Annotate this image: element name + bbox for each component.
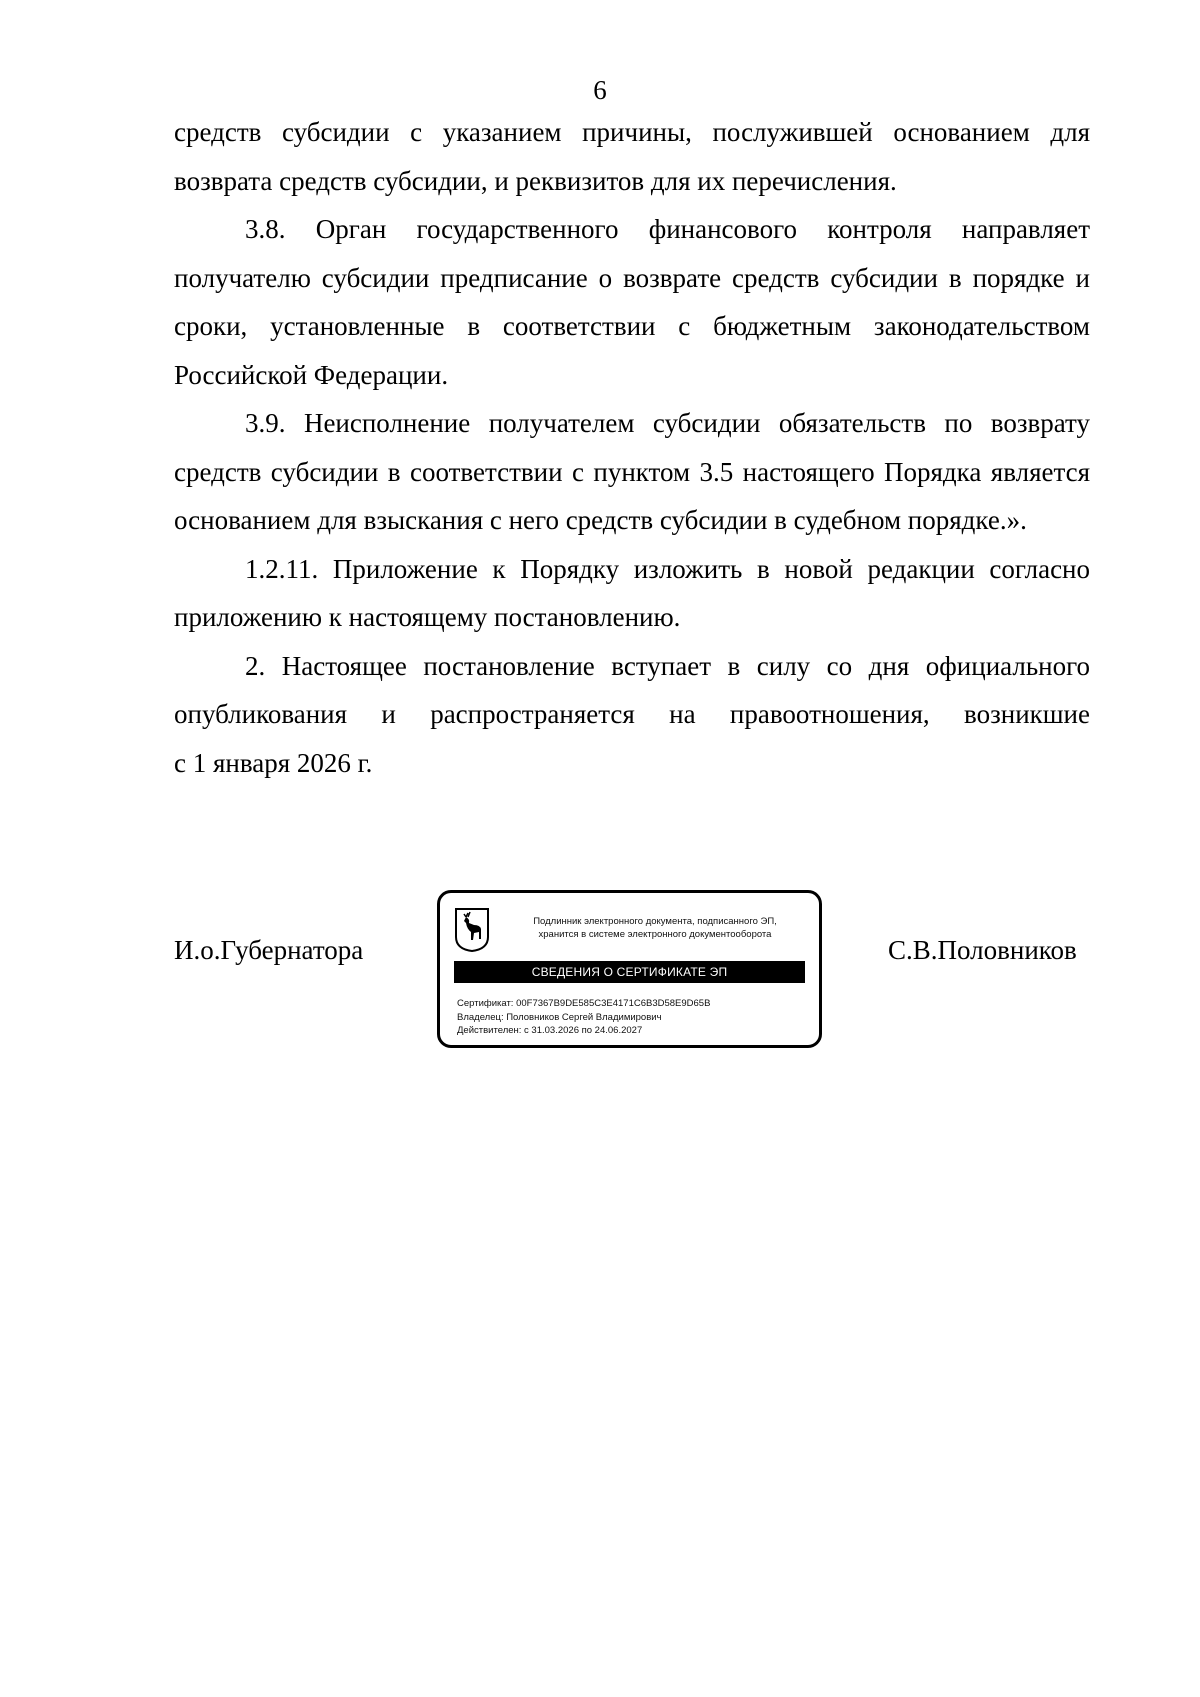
stamp-title: СВЕДЕНИЯ О СЕРТИФИКАТЕ ЭП <box>454 961 805 983</box>
paragraph-2-date: с 1 января 2026 г. <box>174 747 373 778</box>
signatory-position: И.о.Губернатора <box>174 935 364 965</box>
document-body <box>174 108 1090 787</box>
stamp-certificate-number: Сертификат: 00F7367B9DE585C3E4171C6B3D58E9D65B <box>457 998 711 1009</box>
page-number: 6 <box>593 75 607 105</box>
stamp-header-line: хранится в системе электронного документооборота <box>538 929 772 940</box>
paragraph-1-2-11: 1.2.11. Приложение к Порядку изложить в новой редакции согласно приложению к настоящему постановлению. <box>174 553 1090 632</box>
stamp-certificate-details <box>457 997 710 1038</box>
stamp-validity: Действителен: с 31.03.2026 по 24.06.2027 <box>457 1025 643 1036</box>
signatory-name: С.В.Половников <box>888 935 1077 965</box>
paragraph-2: 2. Настоящее постановление вступает в силу со дня официального опубликования и распространяется на правоотношения, возникшие <box>174 650 1090 729</box>
paragraph-3-8: 3.8. Орган государственного финансового контроля направляет получателю субсидии предписание о возврате средств субсидии в порядке и сроки, установленные в соответствии с бюджетным законодательством Российской Федерации. <box>174 214 1090 390</box>
paragraph-3-9: 3.9. Неисполнение получателем субсидии обязательств по возврату средств субсидии в соответствии с пунктом 3.5 настоящего Порядка является основанием для взыскания с него средств субсидии в судебном порядке.». <box>174 408 1090 535</box>
paragraph-continuation: средств субсидии с указанием причины, послужившей основанием для возврата средств субсидии, и реквизитов для их перечисления. <box>174 117 1090 196</box>
stamp-header-line: Подлинник электронного документа, подписанного ЭП, <box>533 916 777 927</box>
electronic-signature-stamp <box>437 890 822 1048</box>
stamp-header <box>500 915 810 941</box>
deer-emblem-icon <box>454 907 490 953</box>
stamp-owner: Владелец: Половников Сергей Владимирович <box>457 1011 662 1023</box>
signature-block <box>0 890 1200 1070</box>
